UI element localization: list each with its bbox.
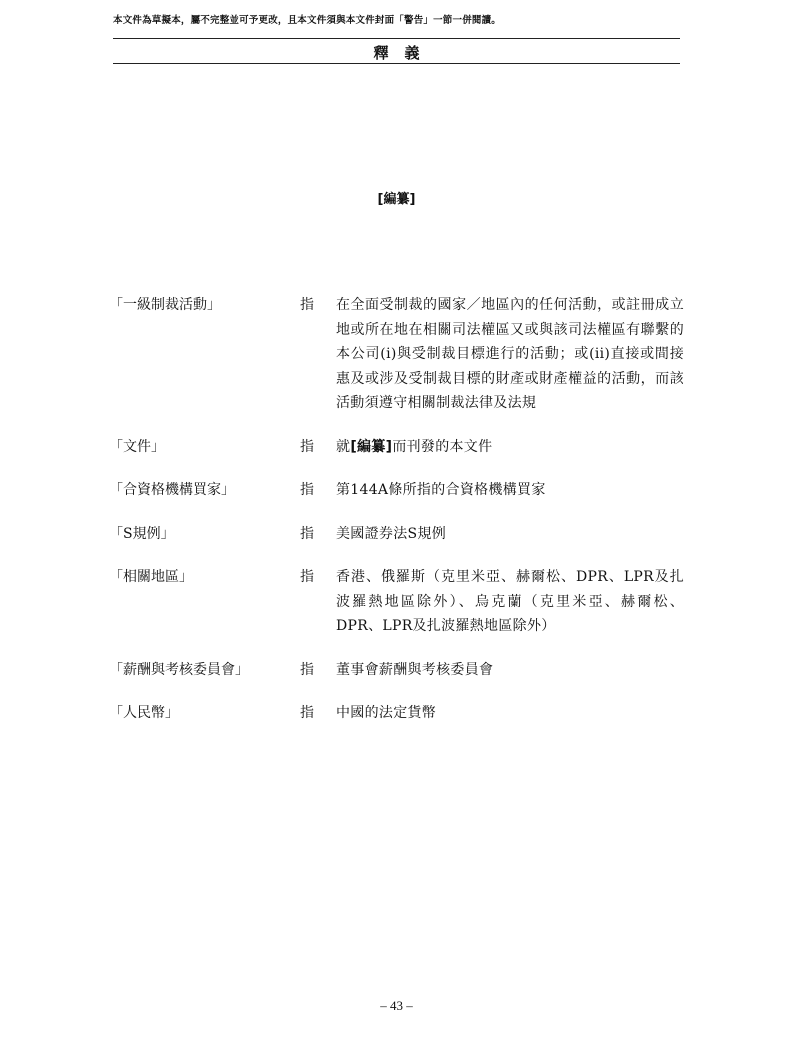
definition-term: 「合資格機構買家」 <box>109 482 235 498</box>
definition-term: 「人民幣」 <box>109 705 179 721</box>
header-top-rule <box>113 38 680 39</box>
definition-document <box>109 435 693 460</box>
definition-means: 指 <box>300 569 314 585</box>
definition-regulation-s <box>109 522 693 547</box>
definition-term: 「S規例」 <box>109 525 175 542</box>
page-number: – 43 – <box>380 998 413 1013</box>
header-bottom-rule <box>113 63 680 64</box>
definition-description: 在全面受制裁的國家／地區內的任何活動，或註冊成立地或所在地在相關司法權區又或與該司法權區有聯繫的本公司(i)與受制裁目標進行的活動；或(ii)直接或間接惠及或涉及受制裁目標的財產或財產權益的活動，而該活動須遵守相關制裁法律及法規 <box>336 297 684 411</box>
definition-relevant-jurisdictions <box>109 565 693 639</box>
definition-description: 中國的法定貨幣 <box>336 705 437 721</box>
definition-term: 「文件」 <box>109 438 165 455</box>
definition-means: 指 <box>300 525 314 542</box>
definition-means: 指 <box>300 297 314 313</box>
definitions-list <box>109 293 693 745</box>
definition-term: 「一級制裁活動」 <box>109 297 221 313</box>
definition-primary-sanctioned-activity <box>109 293 693 416</box>
definition-description-prefix: 就 <box>336 438 351 455</box>
definition-term: 「薪酬與考核委員會」 <box>109 661 249 678</box>
definition-description: 第144A條所指的合資格機構買家 <box>336 482 546 498</box>
definition-means: 指 <box>300 661 314 678</box>
redacted-marker: [編纂] <box>377 192 416 207</box>
definition-means: 指 <box>300 482 314 498</box>
definition-remuneration-committee <box>109 658 693 683</box>
draft-notice: 本文件為草擬本，屬不完整並可予更改，且本文件須與本文件封面「警告」一節一併閱讀。 <box>113 15 502 26</box>
definition-description-suffix: 而刊發的本文件 <box>392 438 493 455</box>
definition-means: 指 <box>300 438 314 455</box>
section-title: 釋義 <box>373 44 436 62</box>
definition-rmb <box>109 701 693 726</box>
definition-means: 指 <box>300 705 314 721</box>
definition-description <box>336 435 684 460</box>
definition-description: 董事會薪酬與考核委員會 <box>336 661 494 678</box>
definition-description: 美國證券法S規例 <box>336 525 446 542</box>
definition-description: 香港、俄羅斯（克里米亞、赫爾松、DPR、LPR及扎波羅熱地區除外）、烏克蘭（克里米亞、赫爾松、DPR、LPR及扎波羅熱地區除外） <box>336 569 684 634</box>
redacted-inline-marker: [編纂] <box>350 438 393 455</box>
definition-qualified-institutional-buyer <box>109 478 693 503</box>
definition-term: 「相關地區」 <box>109 569 193 585</box>
